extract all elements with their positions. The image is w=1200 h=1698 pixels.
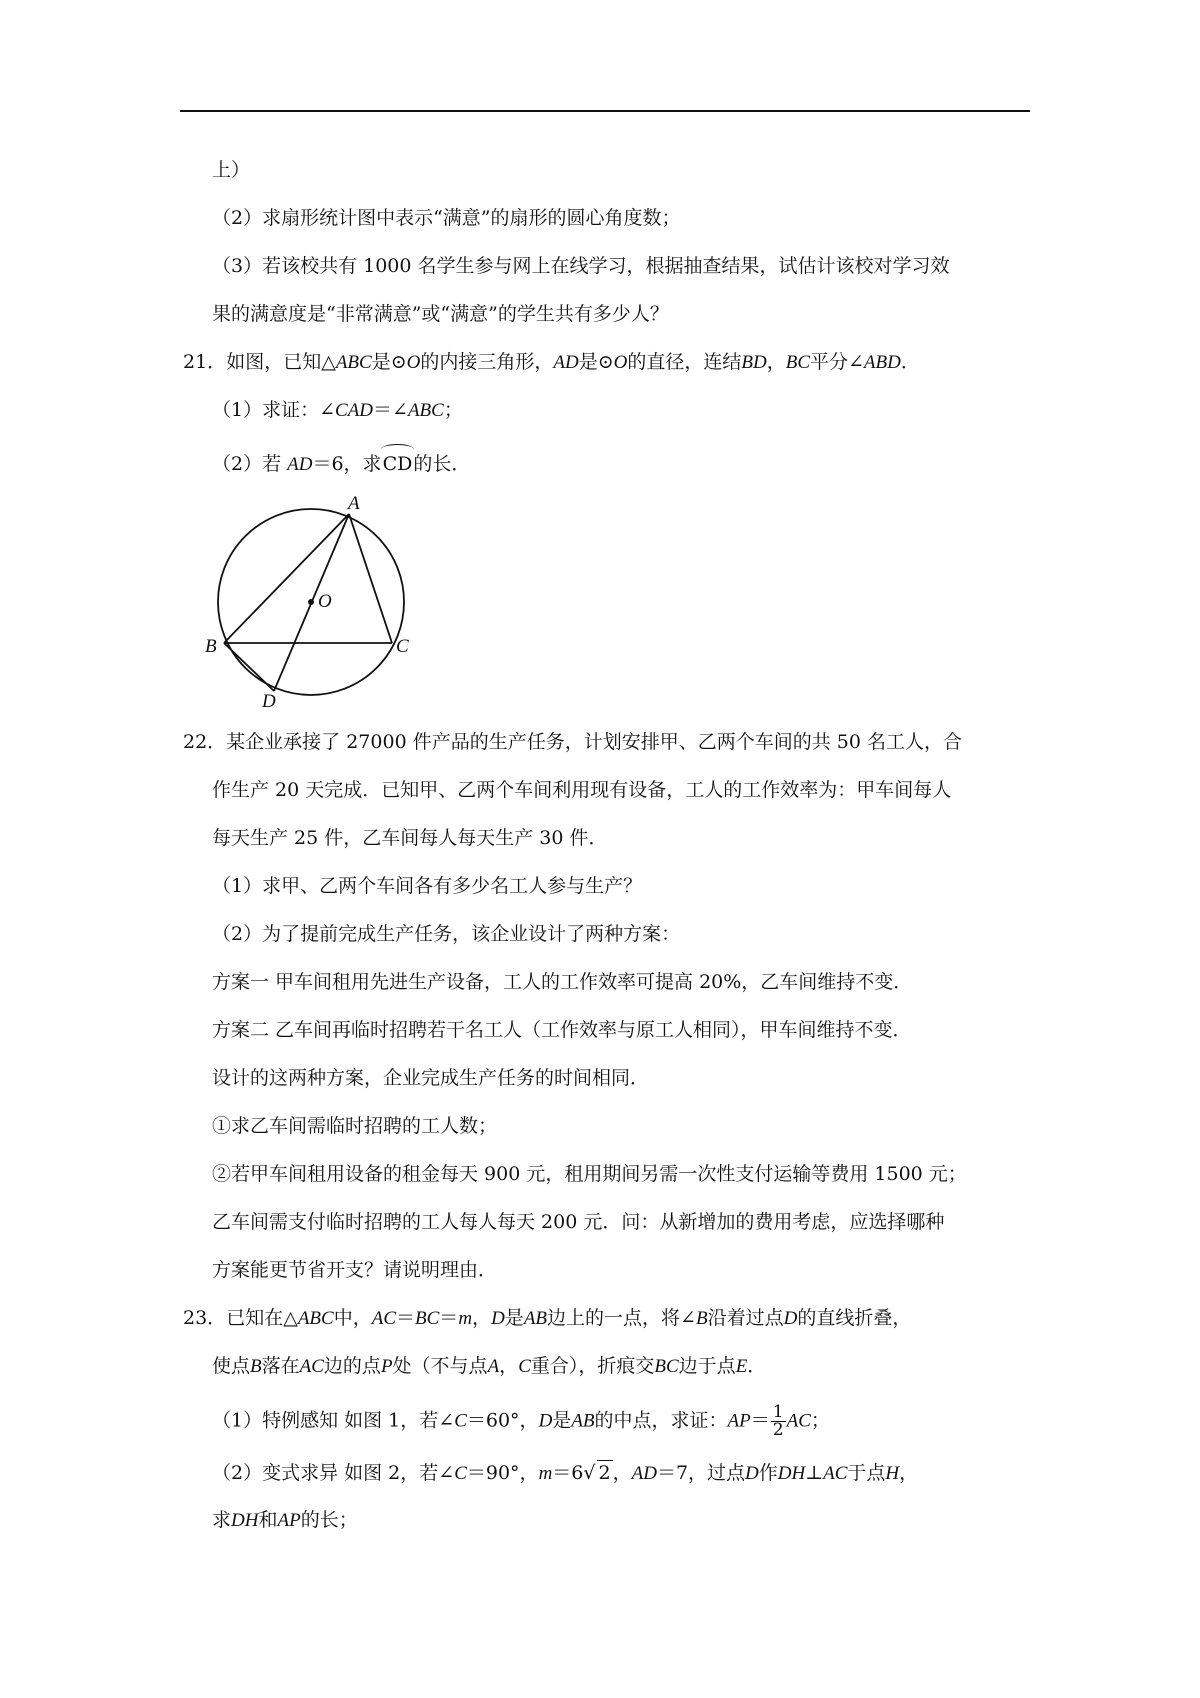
q23-part2-line2: 求DH和AP的长； (212, 1509, 358, 1531)
sqrt-symbol: √ (583, 1462, 596, 1484)
q21-number: 21． (183, 351, 227, 373)
q22-sub2-line1: ②若甲车间租用设备的租金每天 900 元，租用期间另需一次性支付运输等费用 1500 元； (212, 1163, 967, 1185)
label-b: B (205, 636, 217, 657)
label-o: O (318, 591, 332, 612)
segment-bd (224, 643, 274, 691)
label-a: A (348, 495, 360, 514)
q23-stem-line2: 使点B落在AC边的点P处（不与点A，C重合），折痕交BC边于点E． (212, 1355, 767, 1377)
q22-sub1: ①求乙车间需临时招聘的工人数； (212, 1115, 498, 1137)
header-rule (180, 110, 1030, 112)
segment-ac (349, 514, 392, 643)
q23-stem-line1: 23．已知在△ABC中，AC＝BC＝m，D是AB边上的一点，将∠B沿着过点D的直线折叠， (183, 1307, 912, 1329)
q22-part1: （1）求甲、乙两个车间各有多少名工人参与生产？ (212, 875, 643, 897)
q22-same-time: 设计的这两种方案，企业完成生产任务的时间相同． (212, 1067, 650, 1089)
q21-figure (200, 495, 430, 710)
q23-part2: （2）变式求异 如图 2，若∠C＝90°，m＝6√ 2 ，AD＝7，过点D作DH⊥AC于点H， (212, 1462, 919, 1484)
arc-cd: CD (382, 453, 413, 475)
q23-number: 23． (183, 1307, 227, 1329)
q20-part2: （2）求扇形统计图中表示“满意”的扇形的圆心角度数； (212, 207, 681, 229)
q22-line3: 每天生产 25 件，乙车间每人每天生产 30 件． (212, 827, 608, 849)
q21-part1: （1）求证：∠CAD＝∠ABC； (212, 399, 463, 421)
label-d: D (262, 691, 276, 710)
sqrt-radicand: 2 (598, 1462, 611, 1484)
q20-continuation: 上） (212, 159, 251, 181)
q21-part2: （2）若 AD＝6，求CD的长． (212, 453, 471, 475)
fraction-one-half: $\frac{1}{2}$ (772, 1402, 784, 1440)
label-c: C (396, 636, 409, 657)
segment-ab (224, 514, 349, 643)
q20-part3-line2: 果的满意度是“非常满意”或“满意”的学生共有多少人？ (212, 303, 669, 325)
q22-sub2-line2: 乙车间需支付临时招聘的工人每人每天 200 元．问：从新增加的费用考虑，应选择哪种 (212, 1211, 945, 1233)
q22-sub2-line3: 方案能更节省开支？请说明理由． (212, 1259, 498, 1281)
q20-part3-line1: （3）若该校共有 1000 名学生参与网上在线学习，根据抽查结果，试估计该校对学习效 (212, 255, 950, 277)
q22-part2: （2）为了提前完成生产任务，该企业设计了两种方案： (212, 923, 681, 945)
q21-stem: 21．如图，已知△ABC是⊙O的内接三角形，AD是⊙O的直径，连结BD，BC平分∠ABD． (183, 351, 920, 373)
q22-plan2: 方案二 乙车间再临时招聘若干名工人（工作效率与原工人相同），甲车间维持不变． (212, 1019, 912, 1041)
q23-part1: （1）特例感知 如图 1，若∠C＝60°，D是AB的中点，求证：AP＝ $\frac{1}{2}$ AC； (212, 1402, 830, 1440)
q22-line2: 作生产 20 天完成．已知甲、乙两个车间利用现有设备，工人的工作效率为：甲车间每人 (212, 779, 952, 801)
center-point (308, 599, 314, 605)
q22-line1: 22．某企业承接了 27000 件产品的生产任务，计划安排甲、乙两个车间的共 50 名工人，合 (183, 731, 962, 753)
q22-plan1: 方案一 甲车间租用先进生产设备，工人的工作效率可提高 20%，乙车间维持不变． (212, 971, 913, 993)
